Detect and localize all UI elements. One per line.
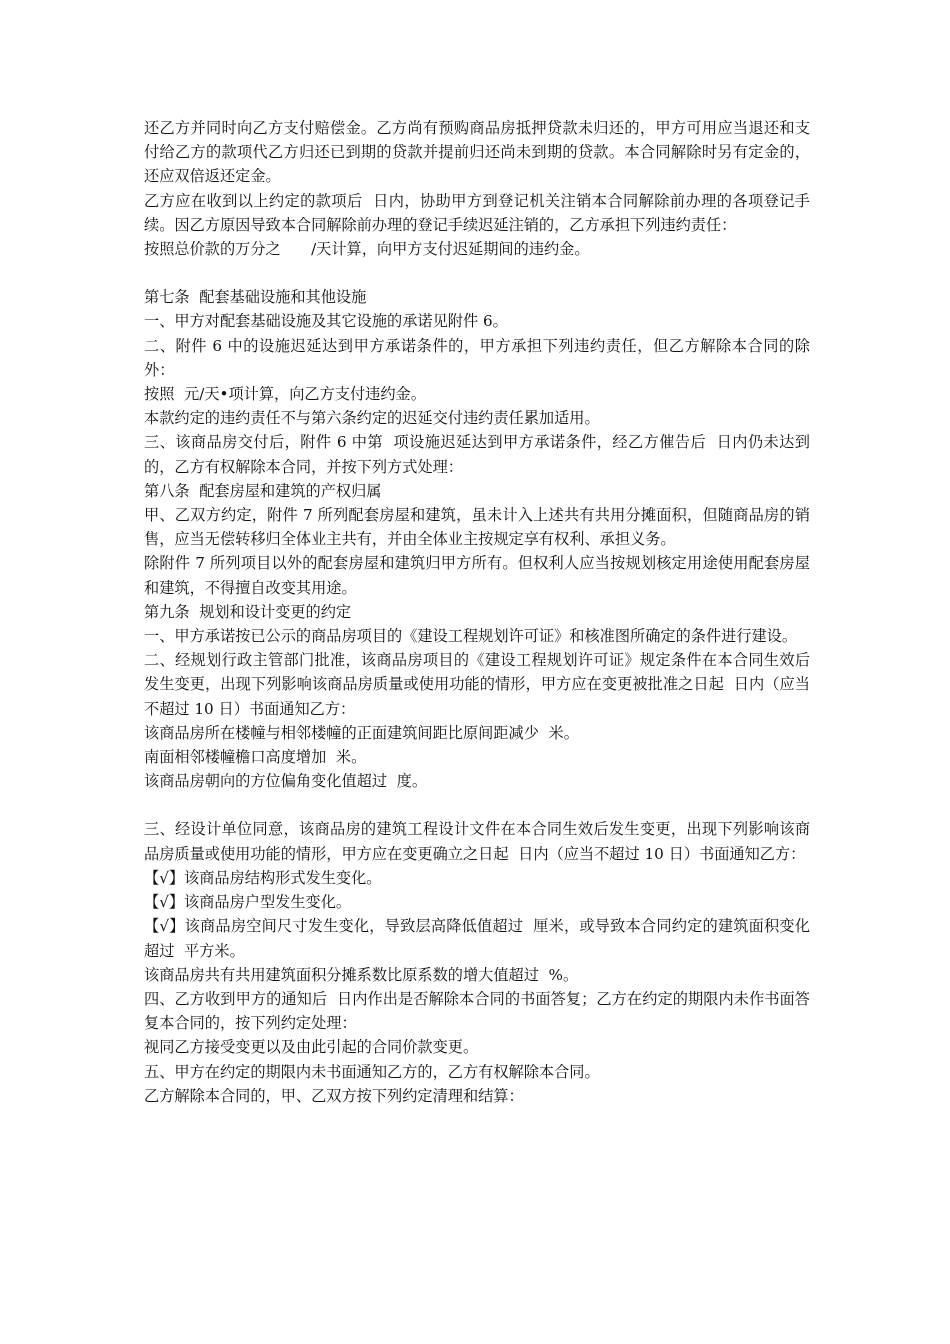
article-7-heading: 第七条 配套基础设施和其他设施 [144,288,367,307]
article-9-clause-4: 四、乙方收到甲方的通知后 日内作出是否解除本合同的书面答复；乙方在约定的期限内未作书面答复本合同的，按下列约定处理： [144,989,810,1033]
article-8-heading: 第八条 配套房屋和建筑的产权归属 [144,481,382,500]
article-9-item-orientation: 该商品房朝向的方位偏角变化值超过 度。 [144,772,428,791]
blank-line [144,261,810,285]
article-9-clause-3: 三、经设计单位同意，该商品房的建筑工程设计文件在本合同生效后发生变更，出现下列影响该商品房质量或使用功能的情形，甲方应在变更确立之日起 日内（应当不超过 10 日）书面通知乙方： [144,820,810,863]
paragraph-penalty-rate: 按照总价款的万分之 /天计算，向甲方支付迟延期间的违约金。 [144,240,590,259]
article-7-clause-2-rate: 按照 元/天•项计算，向乙方支付违约金。 [144,385,426,404]
article-9-item-spacing: 该商品房所在楼幢与相邻楼幢的正面建筑间距比原间距减少 米。 [144,723,579,742]
article-9-item-eave-height: 南面相邻楼幢檐口高度增加 米。 [144,748,367,767]
paragraph-deregistration: 乙方应在收到以上约定的款项后 日内，协助甲方到登记机关注销本合同解除前办理的各项登记手续。因乙方原因导致本合同解除前办理的登记手续迟延注销的，乙方承担下列违约责任： [144,191,810,234]
article-9-heading: 第九条 规划和设计变更的约定 [144,602,352,621]
paragraph-compensation: 还乙方并同时向乙方支付赔偿金。乙方尚有预购商品房抵押贷款未归还的，甲方可用应当退还和支付给乙方的款项代乙方归还已到期的贷款并提前归还尚未到期的贷款。本合同解除时另有定金的，还应双倍返还定金。 [144,119,810,186]
checked-item-structure: 【√】该商品房结构形式发生变化。 [144,868,382,887]
article-7-clause-2: 二、附件 6 中的设施迟延达到甲方承诺条件的，甲方承担下列违约责任，但乙方解除本合同的除外： [144,336,810,379]
article-9-clause-5: 五、甲方在约定的期限内未书面通知乙方的，乙方有权解除本合同。 [144,1062,600,1081]
blank-line [144,793,810,817]
article-8-para-2: 除附件 7 所列项目以外的配套房屋和建筑归甲方所有。但权利人应当按规划核定用途使用配套房屋和建筑，不得擅自改变其用途。 [144,554,810,597]
checked-item-space: 【√】该商品房空间尺寸发生变化，导致层高降低值超过 厘米，或导致本合同约定的建筑面积变化超过 平方米。 [144,917,810,960]
article-7-clause-3: 三、该商品房交付后，附件 6 中第 项设施迟延达到甲方承诺条件，经乙方催告后 日内仍未达到的，乙方有权解除本合同，并按下列方式处理： [144,433,810,476]
checked-item-layout: 【√】该商品房户型发生变化。 [144,893,352,912]
article-7-clause-1: 一、甲方对配套基础设施及其它设施的承诺见附件 6。 [144,312,508,331]
article-7-clause-2-note: 本款约定的违约责任不与第六条约定的迟延交付违约责任累加适用。 [144,409,600,428]
article-9-clause-5-settlement: 乙方解除本合同的，甲、乙双方按下列约定清理和结算： [144,1086,524,1105]
document-page [144,116,810,1108]
article-9-clause-2: 二、经规划行政主管部门批准，该商品房项目的《建设工程规划许可证》规定条件在本合同生效后发生变更，出现下列影响该商品房质量或使用功能的情形，甲方应在变更被批准之日起 日内（应当不超过 10 日）书面通知乙方： [144,651,810,718]
article-9-clause-4-default: 视同乙方接受变更以及由此引起的合同价款变更。 [144,1038,479,1057]
item-share-coefficient: 该商品房共有共用建筑面积分摊系数比原系数的增大值超过 %。 [144,965,579,984]
article-9-clause-1: 一、甲方承诺按已公示的商品房项目的《建设工程规划许可证》和核准图所确定的条件进行建设。 [144,627,798,646]
article-8-para-1: 甲、乙双方约定，附件 7 所列配套房屋和建筑，虽未计入上述共有共用分摊面积，但随商品房的销售，应当无偿转移归全体业主共有，并由全体业主按规定享有权利、承担义务。 [144,506,810,549]
